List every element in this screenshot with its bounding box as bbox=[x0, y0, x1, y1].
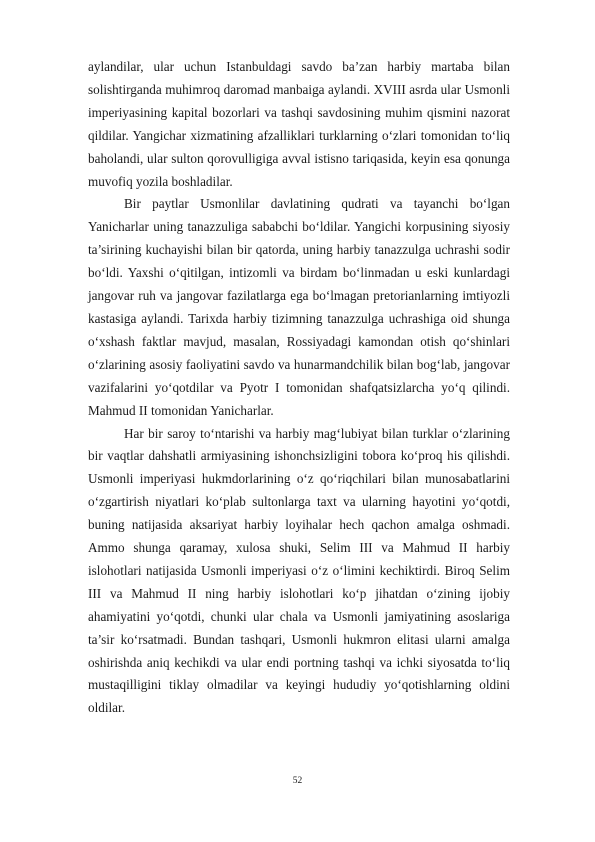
paragraph-military-reforms: Har bir saroy to‘ntarishi va harbiy mag‘lubiyat bilan turklar o‘zlarining bir vaqtlar dahshatli armiyasining ishonchsizligini tobora ko‘proq his qilishdi. Usmonli imperiyasi hukmdorlarining o‘z qo‘riqchilari bilan munosabatlarini o‘zgartirish niyatlari ko‘plab sultonlarga taxt va ularning hayotini yo‘qotdi, buning natijasida aksariyat harbiy loyihalar hech qachon amalga oshmadi. Ammo shunga qaramay, xulosa shuki, Selim III va Mahmud II harbiy islohotlari natijasida Usmonli imperiyasi o‘z o‘limini kechiktirdi. Biroq Selim III va Mahmud II ning harbiy islohotlari ko‘p jihatdan o‘zining ijobiy ahamiyatini yo‘qotdi, chunki ular chala va Usmonli jamiyatining asoslariga ta’sir ko‘rsatmadi. Bundan tashqari, Usmonli hukmron elitasi ularni amalga oshirishda aniq kechikdi va ular endi portning tashqi va ichki siyosatda to‘liq mustaqilligini tiklay olmadilar va keyingi hududiy yo‘qotishlarning oldini oldilar. bbox=[88, 425, 510, 716]
page-number: 52 bbox=[292, 776, 303, 786]
paragraph-janissary-decline: Bir paytlar Usmonlilar davlatining qudrati va tayanchi bo‘lgan Yanicharlar uning tanazzuliga sababchi bo‘ldilar. Yangichi korpusining siyosiy ta’sirining kuchayishi bilan bir qatorda, uning harbiy tanazzulga uchrashi sodir bo‘ldi. Yaxshi o‘qitilgan, intizomli va birdam bo‘linmadan u eski kunlardagi jangovar ruh va jangovar fazilatlarga ega bo‘lmagan pretorianlarning imtiyozli kastasiga aylandi. Tarixda harbiy tizimning tanazzulga uchrashiga oid shunga o‘xshash faktlar mavjud, masalan, Rossiyadagi kamondan otish qo‘shinlari o‘zlarining asosiy faoliyatini savdo va hunarmandchilik bilan bog‘lab, jangovar vazifalarini yo‘qotdilar va Pyotr I tomonidan shafqatsizlarcha yo‘q qilindi. Mahmud II tomonidan Yanicharlar. bbox=[88, 196, 510, 418]
body-text bbox=[88, 56, 510, 720]
paragraph-continuation: aylandilar, ular uchun Istanbuldagi savdo ba’zan harbiy martaba bilan solishtirganda muhimroq daromad manbaiga aylandi. XVIII asrda ular Usmonli imperiyasining kapital bozorlari va tashqi savdosining muhim qismini nazorat qildilar. Yangichar xizmatining afzalliklari turklarning o‘zlari tomonidan to‘liq baholandi, ular sulton qorovulligiga avval istisno tariqasida, keyin esa qonunga muvofiq yozila boshladilar. bbox=[88, 59, 510, 189]
